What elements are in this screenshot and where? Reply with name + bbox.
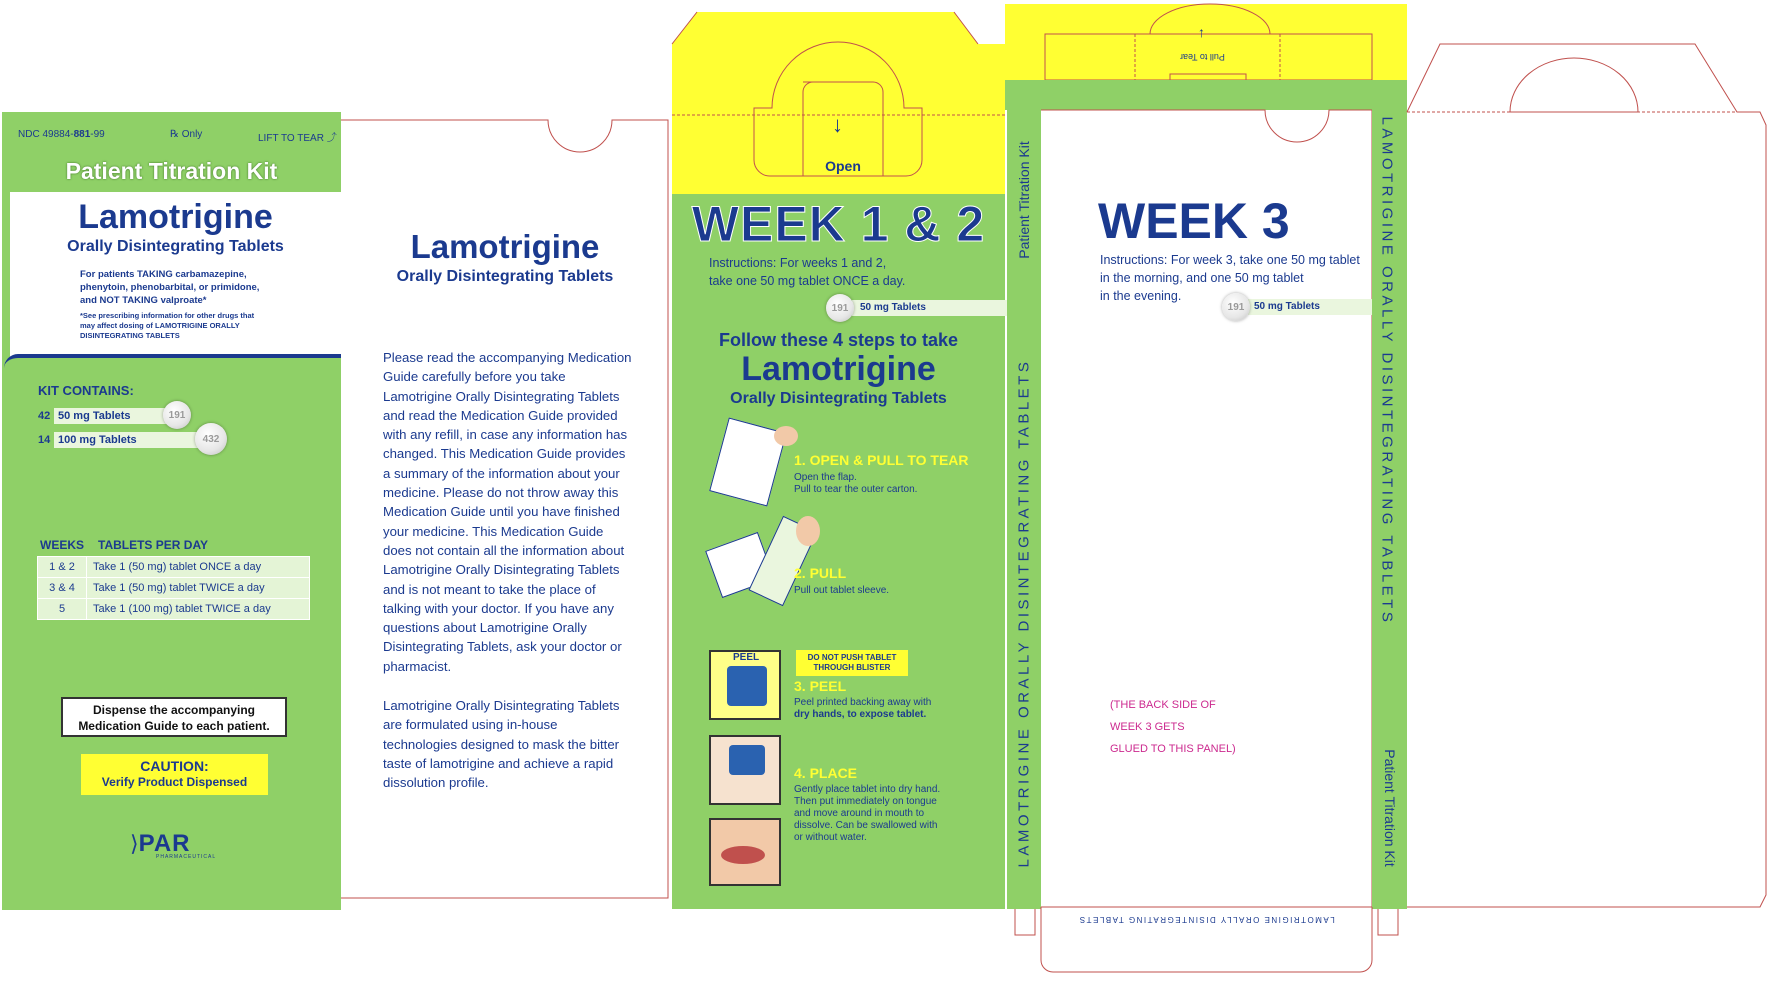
kit-item-2-bar: 100 mg Tablets: [54, 432, 204, 448]
drug-name: Lamotrigine: [78, 198, 273, 236]
spine-right-odt: LAMOTRIGINE ORALLY DISINTEGRATING TABLETS: [1378, 116, 1396, 626]
arrow-up-icon: ⤴: [326, 133, 337, 144]
week12-tablet: 191: [826, 294, 854, 322]
step2-body: Pull out tablet sleeve.: [794, 585, 890, 596]
par-logo: ⟩PAR PHARMACEUTICAL: [130, 830, 217, 860]
week12-tablet-bar: 50 mg Tablets: [852, 300, 1007, 316]
panel2-drug-name: Lamotrigine: [410, 228, 600, 265]
week3-tablet: 191: [1222, 293, 1250, 321]
drug-form: Orally Disintegrating Tablets: [67, 238, 284, 255]
table-row: 5 Take 1 (100 mg) tablet TWICE a day: [38, 599, 310, 620]
follow-drug: Lamotrigine: [741, 350, 936, 388]
follow-form: Orally Disintegrating Tablets: [730, 390, 947, 407]
panel2-form: Orally Disintegrating Tablets: [396, 268, 614, 285]
rx-only: ℞ Only: [170, 129, 203, 140]
table-header-weeks: WEEKS: [40, 538, 85, 552]
bottom-flap-text: LAMOTRIGINE ORALLY DISINTEGRATING TABLETS: [1078, 915, 1335, 924]
pull-to-tear-icon: ↑: [1198, 24, 1205, 40]
dispense-box: Dispense the accompanying Medication Guide to each patient.: [61, 697, 287, 737]
panel2-paragraph-1: Please read the accompanying Medication Guide carefully before you take Lamotrigine Orally Disintegrating Tablets and read the Medication Guide provided with any refill, in case any information has changed. This Medication Guide provides a summary of the information about your medicine. Please do not throw away this Medication Guide until you have finished your medicine. This Medication Guide does not contain all the information about Lamotrigine Orally Disintegrating Tablets and is not meant to take the place of talking with your doctor. If you have any questions about Lamotrigine Orally Disintegrating Tablets, ask your doctor or pharmacist.: [383, 350, 632, 674]
spine-left-kit: Patient Titration Kit: [1016, 141, 1032, 259]
kit-title: Patient Titration Kit: [65, 158, 278, 184]
step3-illustration: PEEL: [709, 650, 781, 720]
step1-title: 1. OPEN & PULL TO TEAR: [794, 452, 969, 468]
back-side-note: (THE BACK SIDE OF WEEK 3 GETS GLUED TO THIS PANEL): [1110, 699, 1236, 755]
pull-to-tear[interactable]: Pull to Tear: [1180, 52, 1225, 62]
tablet-191: 191: [163, 401, 191, 429]
step1-body: Open the flap. Pull to tear the outer carton.: [794, 472, 918, 495]
week12-instructions: Instructions: For weeks 1 and 2, take one 50 mg tablet ONCE a day.: [709, 256, 906, 288]
week12-title: WEEK 1 & 2: [691, 196, 986, 252]
kit-contains-label: KIT CONTAINS:: [38, 383, 134, 398]
kit-item-2-count: 14: [38, 434, 51, 446]
open-arrow-icon: ↓: [832, 112, 843, 137]
table-row: 3 & 4 Take 1 (50 mg) tablet TWICE a day: [38, 578, 310, 599]
table-header-dose: TABLETS PER DAY: [98, 538, 209, 552]
spine-right-kit: Patient Titration Kit: [1382, 749, 1398, 867]
ndc-code: NDC 49884-881-99: [18, 129, 105, 140]
caution-box: CAUTION: Verify Product Dispensed: [81, 754, 268, 795]
step4-body: Gently place tablet into dry hand. Then put immediately on tongue and move around in mouth to dissolve. Can be swallowed with or without water.: [794, 784, 941, 843]
week3-instructions: Instructions: For week 3, take one 50 mg tablet in the morning, and one 50 mg tablet in the evening.: [1100, 253, 1360, 303]
spine-left-odt: LAMOTRIGINE ORALLY DISINTEGRATING TABLETS: [1015, 358, 1033, 868]
step3-title: 3. PEEL: [794, 678, 847, 694]
tablet-432: 432: [195, 423, 227, 455]
panel2-paragraph-2: Lamotrigine Orally Disintegrating Tablets are formulated using in-house technologies designed to mask the bitter taste of lamotrigine and achieve a rapid dissolution profile.: [383, 698, 620, 791]
step3-body: Peel printed backing away with dry hands, to expose tablet.: [794, 697, 932, 720]
week3-tablet-bar: 50 mg Tablets: [1248, 299, 1372, 315]
patients-note: For patients TAKING carbamazepine, phenytoin, phenobarbital, or primidone, and NOT TAKING valproate*: [80, 269, 260, 306]
step4-title: 4. PLACE: [794, 765, 858, 781]
week3-title: WEEK 3: [1098, 193, 1290, 249]
logo-swoosh-icon: ⟩: [130, 831, 139, 856]
lift-to-tear: LIFT TO TEAR ⤴: [258, 133, 337, 144]
footnote: *See prescribing information for other drugs that may affect dosing of LAMOTRIGINE ORALLY DISINTEGRATING TABLETS: [80, 311, 255, 340]
step2-title: 2. PULL: [794, 565, 847, 581]
table-row: 1 & 2 Take 1 (50 mg) tablet ONCE a day: [38, 557, 310, 578]
follow-steps: Follow these 4 steps to take: [718, 330, 959, 350]
kit-item-1-bar: 50 mg Tablets: [54, 408, 174, 424]
kit-item-1-count: 42: [38, 410, 51, 422]
blister-warning: DO NOT PUSH TABLET THROUGH BLISTER: [796, 650, 908, 676]
open-label[interactable]: Open: [825, 158, 861, 174]
